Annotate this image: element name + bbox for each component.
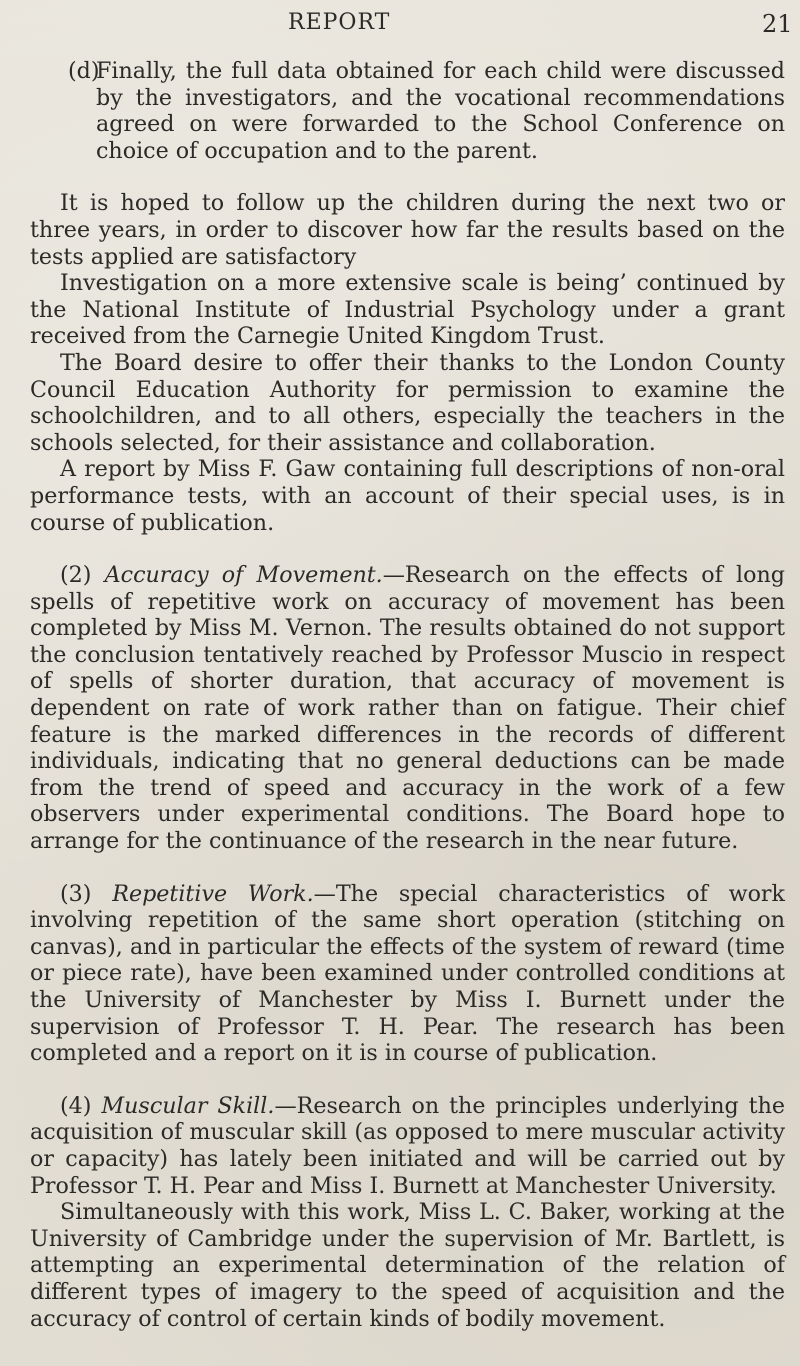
paragraph-gap [30,164,785,190]
running-header [0,10,800,40]
section-muscular-skill [30,1093,785,1199]
list-item-d-marker: (d) [68,58,100,84]
section-number: (4) [60,1092,92,1119]
paragraph-acknowledgement: The Board desire to offer their thanks to the London County Council Education Authority for permission to examine the schoolchildren, and to all others, especially the teachers in the schools selected, for their assistance and collaboration. [30,349,785,456]
running-title: REPORT [288,10,391,35]
list-item-d-text: Finally, the full data obtained for each child were discussed by the investigators, and the vocational recommendations agreed on were forwarded to the School Conference on choice of occupation and to the parent. [96,58,785,164]
paragraph-simultaneously: Simultaneously with this work, Miss L. C. Baker, working at the University of Cambridge under the supervision of Mr. Bartlett, is attempting an experimental determination of the relation of different types of imagery to the speed of acquisition and the accuracy of control of certain kinds of bodily movement. [30,1199,785,1332]
section-title: Repetitive Work. [112,880,314,907]
paragraph-gaw-report: A report by Miss F. Gaw containing full descriptions of non-oral performance tests, with an account of their special uses, is in course of publication. [30,456,785,536]
section-text: —Research on the principles underlying the acquisition of muscular skill (as opposed to mere muscular activity or capacity) has lately been initiated and will be carried out by Professor T. H. Pear and Miss I. Burnett at Manchester University. [30,1092,785,1199]
section-text: —The special characteristics of work involving repetition of the same short operation (stitching on canvas), and in particular the effects of the system of reward (time or piece rate), have been examined under controlled conditions at the University of Manchester by Miss I. Burnett under the supervision of Professor T. H. Pear. The research has been completed and a report on it is in course of publication. [30,880,785,1067]
list-item-d [30,58,785,164]
section-repetitive-work [30,881,785,1067]
paragraph-gap [30,855,785,881]
section-title: Muscular Skill. [101,1092,275,1119]
paragraph-investigation: Investigation on a more extensive scale is being’ continued by the National Institute of Industrial Psychology under a grant received from the Carnegie United Kingdom Trust. [30,270,785,350]
body-text [30,58,785,1332]
paragraph-follow-up: It is hoped to follow up the children during the next two or three years, in order to discover how far the results based on the tests applied are satisfactory [30,190,785,270]
page-number: 21 [762,10,793,38]
section-number: (3) [60,880,92,907]
paragraph-gap [30,1067,785,1093]
section-text: —Research on the effects of long spells of repetitive work on accuracy of movement has been completed by Miss M. Vernon. The results obtained do not support the conclusion tentatively reached by Professor Muscio in respect of spells of shorter duration, that accuracy of movement is dependent on rate of work rather than on fatigue. Their chief feature is the marked differences in the records of different individuals, indicating that no general deductions can be made from the trend of speed and accuracy in the work of a few observers under experimental conditions. The Board hope to arrange for the continuance of the research in the near future. [30,562,786,855]
section-number: (2) [60,562,92,589]
paragraph-gap [30,536,785,562]
section-accuracy-of-movement [30,562,785,855]
section-title: Accuracy of Movement. [104,562,383,589]
